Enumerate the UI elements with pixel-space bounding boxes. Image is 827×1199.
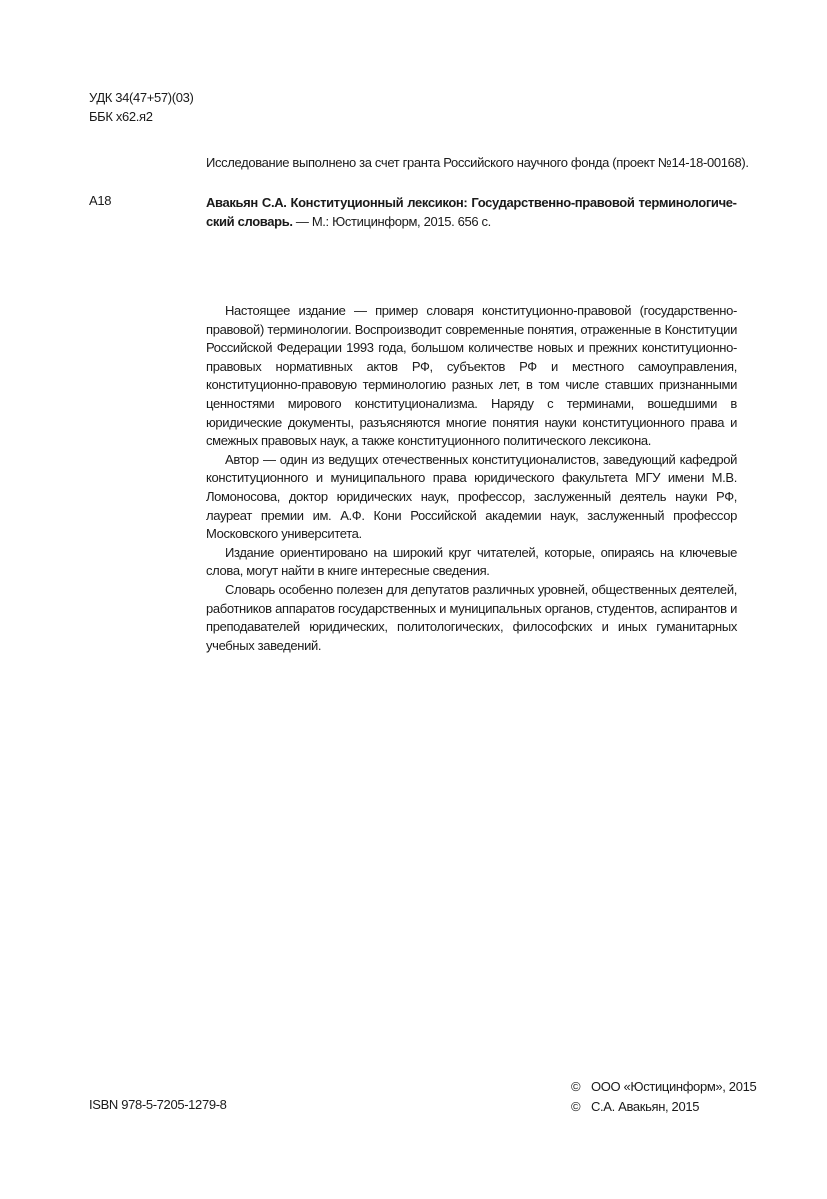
- annotation-paragraph: Автор — один из ведущих отечественных конституционалистов, заведующий кафедрой конституционного и муниципального права юридического факультета МГУ имени М.В. Ломоносова, доктор юридических наук, профессор, заслуженный деятель науки РФ, лауреат премии им. А.Ф. Кони Российской академии наук, заслуженный профессор Московского университета.: [206, 451, 737, 542]
- author-code: А18: [89, 193, 112, 208]
- isbn: ISBN 978-5-7205-1279-8: [89, 1097, 227, 1112]
- copyright-publisher: ООО «Юстицинформ», 2015: [591, 1079, 757, 1094]
- copyright-author: С.А. Авакьян, 2015: [591, 1099, 700, 1114]
- annotation-paragraph: Издание ориентировано на широкий круг читателей, которые, опираясь на ключевые слова, могут найти в книге интересные сведения.: [206, 544, 737, 579]
- bbk-code: ББК х62.я2: [89, 109, 153, 124]
- copyright-line: [571, 1077, 756, 1097]
- biblio-imprint: — М.: Юстицинформ, 2015. 656 с.: [292, 214, 491, 229]
- copyright-icon: ©: [571, 1079, 581, 1094]
- copyright-icon: ©: [571, 1099, 581, 1114]
- annotation-paragraph: Настоящее издание — пример словаря конституционно-правовой (государственно-правовой) терминологии. Воспроизводит современные понятия, отраженные в Конституции Российской Федерации 1993 года, большом количестве новых и прежних конституционно-правовых нормативных актов РФ, субъектов РФ и местного самоуправления, конституционно-правовую терминологию разных лет, в том числе ставших признанными ценностями мирового конституционализма. Наряду с терминами, вошедшими в юридические документы, разъясняются многие понятия науки конституционного права и смежных правовых наук, а также конституционного политического лексикона.: [206, 303, 737, 449]
- copyright-line: [571, 1097, 756, 1117]
- bibliographic-record: [206, 193, 737, 231]
- annotation: [206, 302, 737, 655]
- copyright-block: [571, 1077, 756, 1117]
- udk-code: УДК 34(47+57)(03): [89, 90, 194, 105]
- annotation-paragraph: Словарь особенно полезен для депутатов различных уровней, общественных деятелей, работников аппаратов государственных и муниципальных органов, студентов, аспирантов и преподавателей юридических, политологических, философских и иных гуманитарных учебных заведений.: [206, 581, 737, 653]
- classification-block: [89, 88, 193, 126]
- biblio-title: Авакьян С.А. Конституционный лексикон: Государственно-правовой терминологический словарь.: [206, 195, 737, 229]
- grant-note: Исследование выполнено за счет гранта Российского научного фонда (проект №14-18-00168).: [206, 155, 749, 170]
